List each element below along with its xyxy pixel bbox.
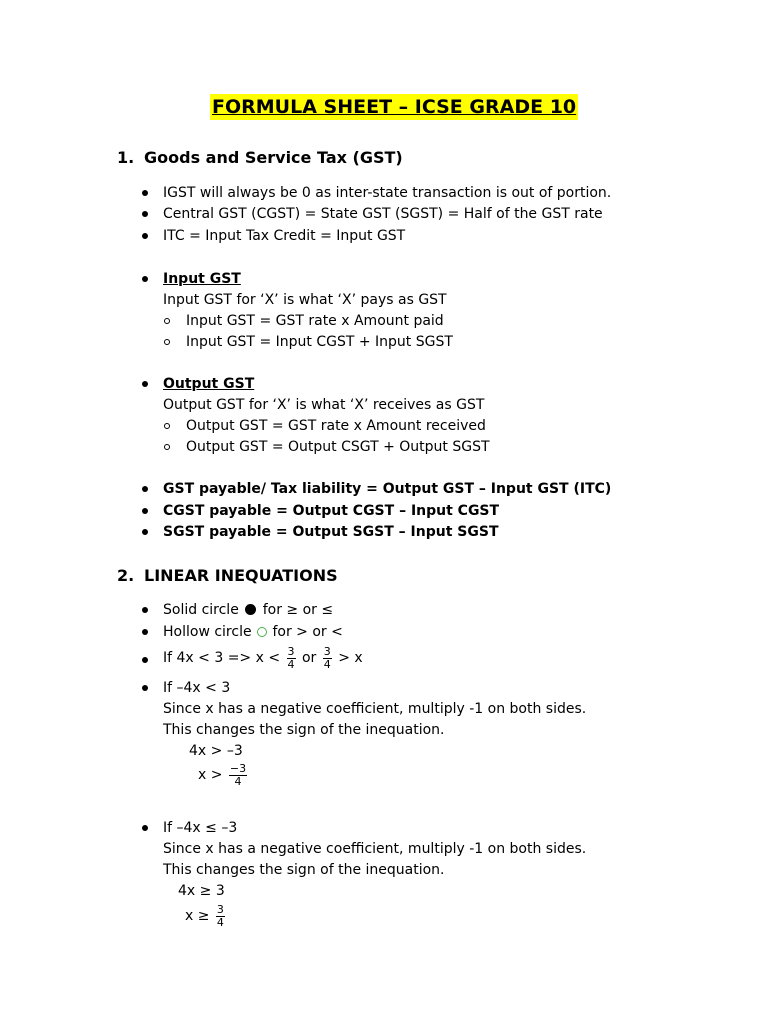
section-1-heading (117, 148, 403, 167)
if2-head: If –4x < 3 (163, 680, 231, 696)
bullet-icon (142, 276, 148, 282)
if1-or: or (301, 650, 317, 666)
fraction-numerator: 3 (287, 644, 295, 658)
fraction (323, 646, 332, 671)
page-title: FORMULA SHEET – ICSE GRADE 10 (212, 96, 577, 118)
bullet-icon (142, 233, 148, 239)
if3-head: If –4x ≤ –3 (163, 820, 238, 836)
if3-explanation-1: Since x has a negative coefficient, multiply -1 on both sides. (163, 841, 587, 857)
if1-item (163, 643, 363, 673)
input-gst-label: Input GST (163, 271, 241, 287)
fraction (229, 763, 247, 788)
list-item: ITC = Input Tax Credit = Input GST (163, 228, 406, 244)
if2-step-1: 4x > –3 (189, 743, 243, 759)
section-1-number: 1. (117, 148, 135, 167)
bullet-icon (142, 529, 148, 535)
section-2-heading (117, 566, 338, 585)
fraction-denominator: 4 (216, 915, 224, 929)
hollow-circle-item (163, 623, 343, 641)
if2-explanation-2: This changes the sign of the inequation. (163, 722, 445, 738)
fraction-numerator: 3 (323, 644, 331, 658)
solid-circle-item (163, 601, 333, 619)
list-item: CGST payable = Output CGST – Input CGST (163, 503, 500, 519)
if2-explanation-1: Since x has a negative coefficient, multiply -1 on both sides. (163, 701, 587, 717)
bullet-icon (142, 825, 148, 831)
hollow-circle-text: Hollow circle (163, 624, 252, 640)
hollow-circle-rule: for > or < (272, 624, 343, 640)
bullet-icon (142, 190, 148, 196)
bullet-icon (142, 486, 148, 492)
list-item: Input GST = Input CGST + Input SGST (186, 334, 453, 350)
circle-bullet-icon (164, 423, 170, 429)
list-item: GST payable/ Tax liability = Output GST – Input GST (ITC) (163, 481, 612, 497)
fraction-numerator: −3 (229, 761, 247, 775)
bullet-icon (142, 685, 148, 691)
list-item: Output GST = Output CSGT + Output SGST (186, 439, 490, 455)
if2-step-2 (198, 760, 249, 790)
bullet-icon (142, 629, 148, 635)
list-item: SGST payable = Output SGST – Input SGST (163, 524, 499, 540)
section-1-title: Goods and Service Tax (GST) (144, 148, 403, 167)
circle-bullet-icon (164, 444, 170, 450)
output-gst-description: Output GST for ‘X’ is what ‘X’ receives as GST (163, 397, 485, 413)
bullet-icon (142, 211, 148, 217)
if3-step-2 (185, 901, 227, 931)
if3-explanation-2: This changes the sign of the inequation. (163, 862, 445, 878)
if3-step-2-prefix: x ≥ (185, 908, 210, 924)
solid-circle-icon (245, 604, 256, 615)
solid-circle-rule: for ≥ or ≤ (262, 602, 334, 618)
list-item: Central GST (CGST) = State GST (SGST) = Half of the GST rate (163, 206, 603, 222)
if1-suffix: > x (338, 650, 363, 666)
list-item: IGST will always be 0 as inter-state transaction is out of portion. (163, 185, 612, 201)
bullet-icon (142, 607, 148, 613)
if3-step-1: 4x ≥ 3 (178, 883, 225, 899)
section-2-number: 2. (117, 566, 135, 585)
bullet-icon (142, 381, 148, 387)
output-gst-label: Output GST (163, 376, 255, 392)
fraction (216, 904, 225, 929)
circle-bullet-icon (164, 339, 170, 345)
input-gst-description: Input GST for ‘X’ is what ‘X’ pays as GST (163, 292, 447, 308)
solid-circle-text: Solid circle (163, 602, 239, 618)
hollow-circle-icon (257, 627, 267, 637)
list-item: Input GST = GST rate x Amount paid (186, 313, 444, 329)
circle-bullet-icon (164, 318, 170, 324)
fraction-numerator: 3 (216, 902, 224, 916)
fraction-denominator: 4 (323, 657, 331, 671)
if2-step-2-prefix: x > (198, 767, 223, 783)
section-2-title: LINEAR INEQUATIONS (144, 566, 338, 585)
fraction-denominator: 4 (234, 774, 242, 788)
fraction-denominator: 4 (287, 657, 295, 671)
fraction (287, 646, 296, 671)
bullet-icon (142, 657, 148, 663)
if1-prefix: If 4x < 3 => x < (163, 650, 281, 666)
list-item: Output GST = GST rate x Amount received (186, 418, 486, 434)
bullet-icon (142, 508, 148, 514)
